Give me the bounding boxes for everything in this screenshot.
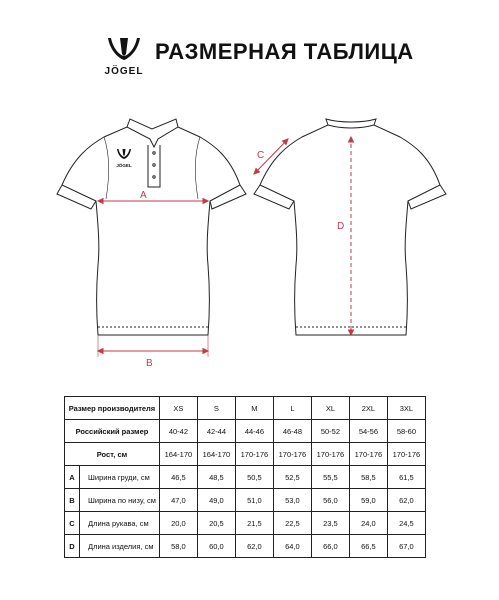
value-cell: 24,0: [349, 512, 387, 535]
table-row-header: [65, 397, 426, 420]
page-title: РАЗМЕРНАЯ ТАБЛИЦА: [155, 39, 414, 64]
value-cell: 20,5: [197, 512, 235, 535]
value-cell: 62,0: [387, 489, 425, 512]
chest-logo-text: JÖGEL: [116, 163, 132, 168]
value-cell: 51,0: [235, 489, 273, 512]
size-table: [64, 396, 426, 558]
value-cell: 62,0: [235, 535, 273, 558]
measure-d-line: [349, 137, 354, 335]
value-cell: 170-176: [387, 443, 425, 466]
value-cell: 56,0: [311, 489, 349, 512]
value-cell: 170-176: [311, 443, 349, 466]
value-cell: 164-170: [159, 443, 197, 466]
size-cell: L: [273, 397, 311, 420]
value-cell: 170-176: [235, 443, 273, 466]
row-letter: C: [65, 512, 80, 535]
size-cell: S: [197, 397, 235, 420]
header: [0, 0, 499, 100]
value-cell: 50,5: [235, 466, 273, 489]
measure-c-label: C: [257, 150, 265, 161]
size-table-body: [65, 397, 426, 558]
russian-size-label: Российский размер: [65, 420, 160, 443]
row-label: Ширина груди, см: [80, 466, 160, 489]
value-cell: 20,0: [159, 512, 197, 535]
measure-a-label: A: [140, 190, 147, 201]
value-cell: 21,5: [235, 512, 273, 535]
size-cell: XS: [159, 397, 197, 420]
value-cell: 42-44: [197, 420, 235, 443]
value-cell: 53,0: [273, 489, 311, 512]
measure-b-line: [98, 335, 208, 357]
logo-mark-icon: [104, 36, 144, 66]
value-cell: 64,0: [273, 535, 311, 558]
value-cell: 55,5: [311, 466, 349, 489]
row-letter: B: [65, 489, 80, 512]
value-cell: 59,0: [349, 489, 387, 512]
height-label: Рост, см: [65, 443, 160, 466]
value-cell: 48,5: [197, 466, 235, 489]
table-row-height: [65, 443, 426, 466]
value-cell: 47,0: [159, 489, 197, 512]
value-cell: 22,5: [273, 512, 311, 535]
logo-wordmark: JÖGEL: [104, 66, 144, 77]
value-cell: 50-52: [311, 420, 349, 443]
garment-drawings: [0, 95, 499, 385]
value-cell: 46,5: [159, 466, 197, 489]
measure-b-label: B: [146, 358, 153, 369]
value-cell: 58,5: [349, 466, 387, 489]
row-label: Длина изделия, см: [80, 535, 160, 558]
table-row-measure-a: [65, 466, 426, 489]
value-cell: 46-48: [273, 420, 311, 443]
value-cell: 44-46: [235, 420, 273, 443]
value-cell: 170-176: [349, 443, 387, 466]
value-cell: 23,5: [311, 512, 349, 535]
value-cell: 170-176: [273, 443, 311, 466]
brand-logo: [96, 36, 152, 84]
value-cell: 58,0: [159, 535, 197, 558]
row-letter: D: [65, 535, 80, 558]
header-label: Размер производителя: [65, 397, 160, 420]
size-cell: XL: [311, 397, 349, 420]
front-shirt: [57, 119, 246, 335]
garment-drawings-svg: [0, 95, 499, 385]
value-cell: 58-60: [387, 420, 425, 443]
value-cell: 54-56: [349, 420, 387, 443]
value-cell: 67,0: [387, 535, 425, 558]
measure-a-line: [98, 199, 208, 204]
value-cell: 49,0: [197, 489, 235, 512]
value-cell: 40-42: [159, 420, 197, 443]
measure-d-label: D: [337, 221, 345, 232]
chest-logo-icon: [117, 149, 131, 159]
value-cell: 60,0: [197, 535, 235, 558]
table-row-measure-b: [65, 489, 426, 512]
table-row-russian-size: [65, 420, 426, 443]
row-label: Ширина по низу, см: [80, 489, 160, 512]
table-row-measure-c: [65, 512, 426, 535]
value-cell: 61,5: [387, 466, 425, 489]
row-label: Длина рукава, см: [80, 512, 160, 535]
table-row-measure-d: [65, 535, 426, 558]
row-letter: A: [65, 466, 80, 489]
value-cell: 52,5: [273, 466, 311, 489]
value-cell: 24,5: [387, 512, 425, 535]
value-cell: 66,0: [311, 535, 349, 558]
value-cell: 164-170: [197, 443, 235, 466]
value-cell: 66,5: [349, 535, 387, 558]
size-cell: 3XL: [387, 397, 425, 420]
size-cell: 2XL: [349, 397, 387, 420]
back-shirt: [254, 119, 446, 335]
size-cell: M: [235, 397, 273, 420]
